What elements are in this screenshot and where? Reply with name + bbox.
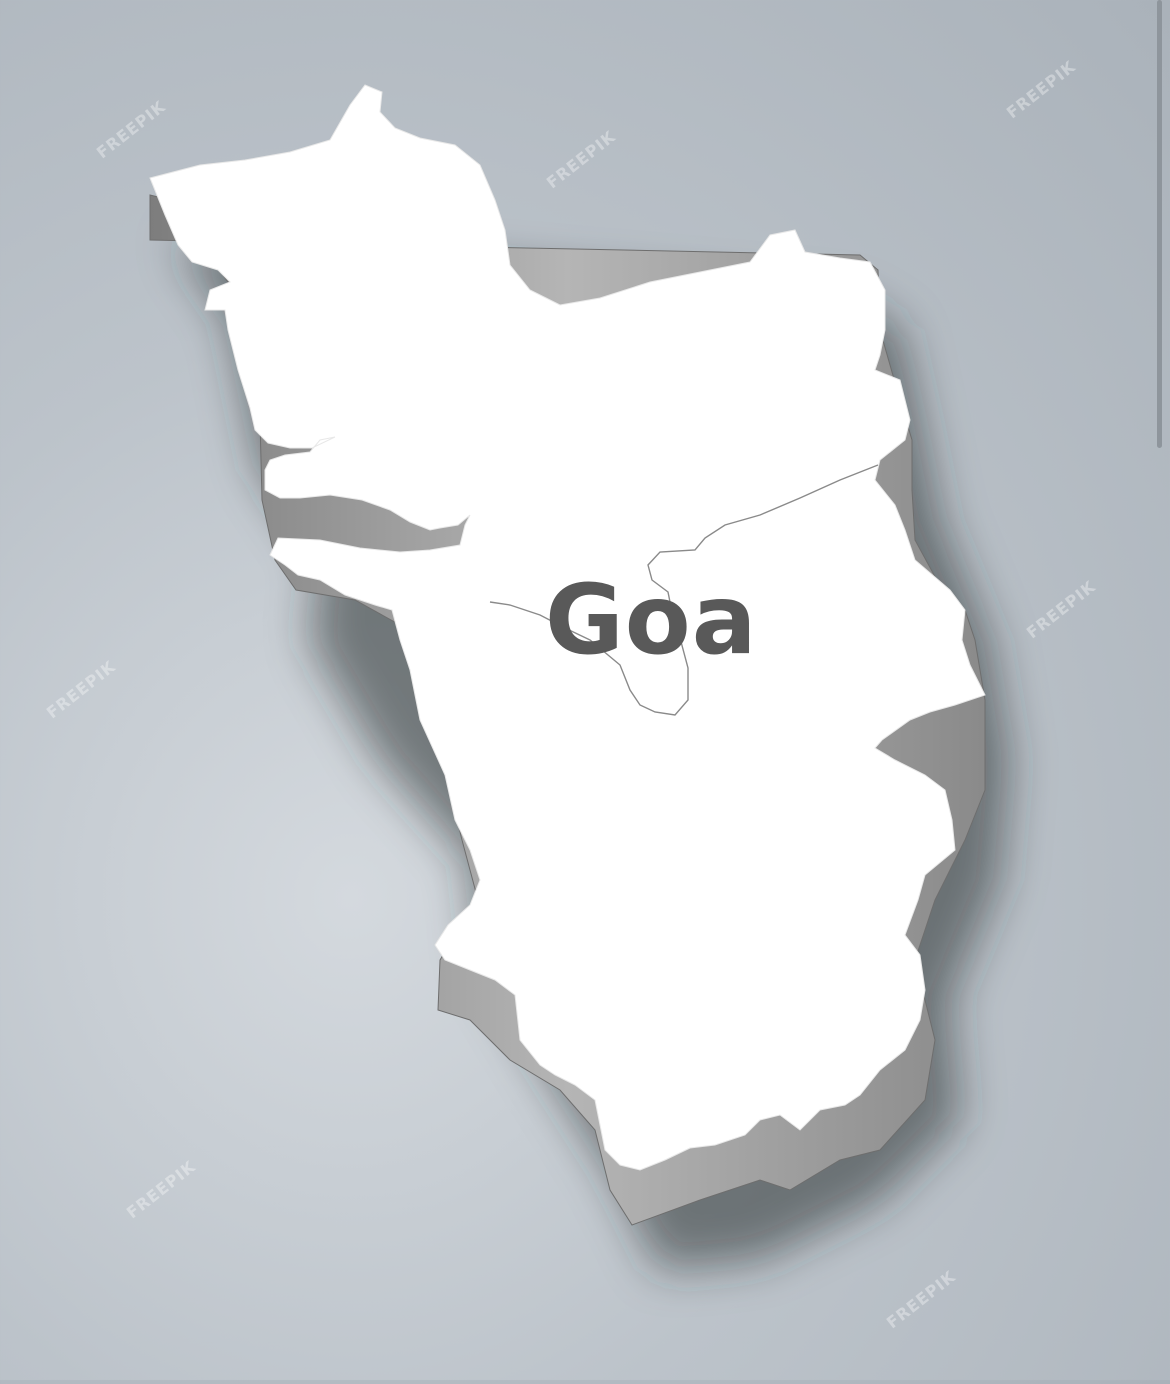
vertical-scrollbar[interactable] bbox=[1157, 0, 1162, 448]
watermark-text: FREEPIK bbox=[1002, 56, 1080, 123]
watermark-text: FREEPIK bbox=[882, 1266, 960, 1333]
watermark-text: FREEPIK bbox=[92, 96, 170, 163]
map-label-goa: Goa bbox=[545, 564, 758, 676]
watermark-text: FREEPIK bbox=[122, 1156, 200, 1223]
watermark-text: FREEPIK bbox=[542, 126, 620, 193]
watermark-text: FREEPIK bbox=[1022, 576, 1100, 643]
watermark-text: FREEPIK bbox=[42, 656, 120, 723]
